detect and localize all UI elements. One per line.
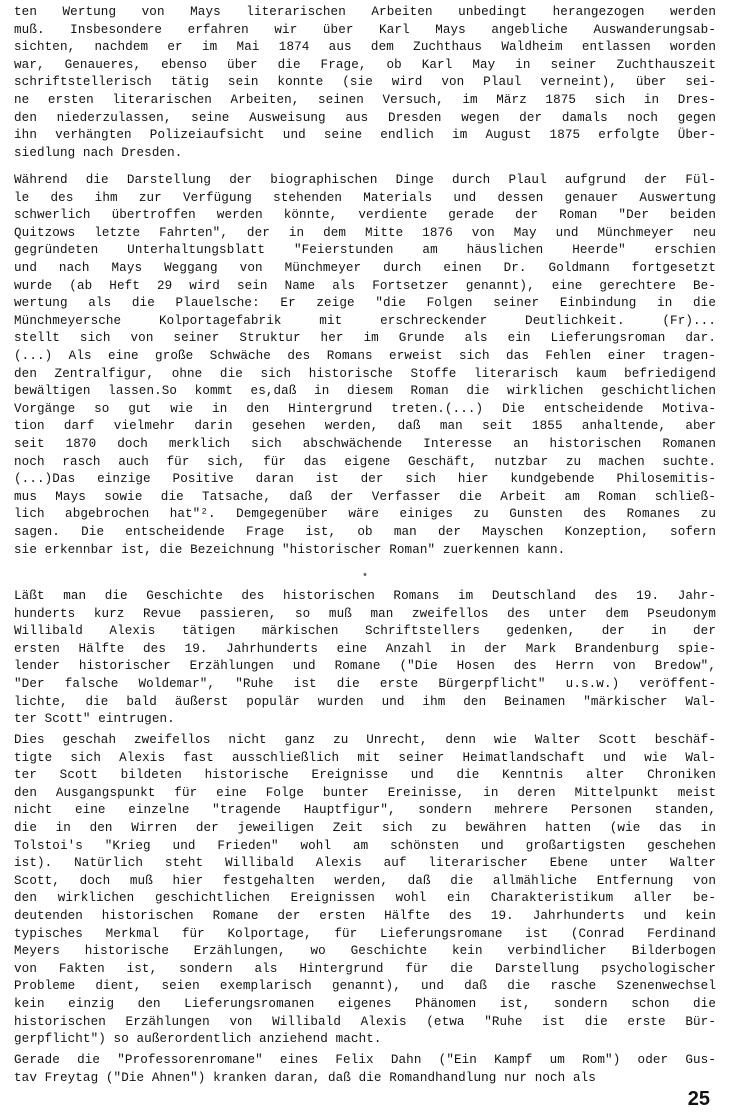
text-line: Probleme dient, seien exemplarisch genannt), und daß die rasche Szenenwechsel	[14, 979, 716, 994]
text-line: den wirklichen geschichtlichen Ereignissen wohl ein Charakteristikum aller be-	[14, 891, 716, 906]
text-line: typisches Merkmal für Kolportage, für Lieferungsromane ist (Conrad Ferdinand	[14, 926, 716, 941]
text-line: lender historischer Erzählungen und Romane ("Die Hosen des Herrn von Bredow",	[14, 659, 716, 674]
text-line: ihn verhängten Polizeiaufsicht und seine endlich im August 1875 erfolgte Über-	[14, 128, 716, 143]
text-line: stellt sich von seiner Struktur her im Grunde als ein Lieferungsroman dar.	[14, 331, 716, 346]
text-line: wertung als die Plauelsche: Er zeige "die Folgen seiner Einbindung in die	[14, 296, 716, 311]
text-line: nicht eine einzelne "tragende Hauptfigur", sondern mehrere Personen standen,	[14, 803, 716, 818]
text-line: sagen. Die entscheidende Frage ist, ob man der Mayschen Konzeption, sofern	[14, 525, 716, 539]
text-line: Dies geschah zweifellos nicht ganz zu Unrecht, denn wie Walter Scott beschäf-	[14, 733, 716, 747]
page-number: 25	[687, 1088, 710, 1110]
text-line: von Fakten ist, sondern als Hintergrund für die Darstellung psychologischer	[14, 961, 716, 976]
text-line: ersten Hälfte des 19. Jahrhunderts eine Anzahl in der Mark Brandenburg spie-	[14, 641, 716, 656]
text-line: tion darf vielmehr darin gesehen werden, daß man seit 1855 anhaltende, aber	[14, 419, 716, 434]
text-line: gerpflicht") so außerordentlich anziehend macht.	[14, 1032, 382, 1047]
text-line: ten Wertung von Mays literarischen Arbeiten unbedingt herangezogen werden	[14, 5, 716, 19]
text-line: ter Scott" eintrugen.	[14, 712, 175, 727]
text-line: deutenden historischen Romane der ersten Hälfte des 19. Jahrhunderts und kein	[14, 909, 716, 923]
text-line: und nach Mays Weggang von Münchmeyer durch einen Dr. Goldmann fortgesetzt	[14, 261, 716, 275]
text-line: ist). Natürlich steht Willibald Alexis auf literarischer Ebene unter Walter	[14, 856, 716, 871]
text-line: sichten, nachdem er im Mai 1874 aus dem Zuchthaus Waldheim entlassen worden	[14, 40, 716, 55]
text-line: tav Freytag ("Die Ahnen") kranken daran, daß die Romandhandlung nur noch als	[14, 1070, 596, 1085]
text-line: wurde (ab Heft 29 wird sein Name als Fortsetzer genannt), eine gerechtere Be-	[14, 278, 716, 293]
text-line: kein einzig den Lieferungsromanen eigenes Phänomen ist, sondern schon die	[14, 997, 716, 1011]
text-line: Läßt man die Geschichte des historischen Romans im Deutschland des 19. Jahr-	[14, 589, 716, 603]
text-line: "Der falsche Woldemar", "Ruhe ist die erste Bürgerpflicht" u.s.w.) veröffent-	[14, 677, 716, 691]
text-line: den Zentralfigur, ohne die sich historische Stoffe literarisch kaum befriedigend	[14, 366, 716, 381]
text-line: tigte sich Alexis fast ausschließlich mit seiner Heimatlandschaft und wie Wal-	[14, 750, 716, 765]
text-line: mus Mays sowie die Tatsache, daß der Verfasser die Arbeit am Roman schließ-	[14, 489, 716, 504]
text-line: Quitzows letzte Fahrten", der in dem Mitte 1876 von May und Münchmeyer neu	[14, 225, 716, 240]
text-line: sie erkennbar ist, die Bezeichnung "historischer Roman" zuerkennen kann.	[14, 542, 566, 557]
text-line: die in den Wirren der jeweiligen Zeit sich zu bewähren hatten (wie das in	[14, 821, 716, 835]
text-line: den niederzulassen, seine Ausweisung aus Dresden wegen der damals noch gegen	[14, 110, 716, 125]
text-line: seit 1870 doch merklich sich abschwächende Interesse an historischen Romanen	[14, 437, 716, 451]
text-line: Willibald Alexis tätigen märkischen Schriftstellers gedenken, der in der	[14, 624, 716, 639]
text-line: schwerlich übertroffen werden könnte, verdiente gerade der Roman "Der beiden	[14, 208, 716, 223]
text-line: lichte, die bald äußerst populär wurden und ihm den Beinamen "märkischer Wal-	[14, 694, 716, 709]
text-line: Scott, doch muß hier festgehalten werden, daß die allmähliche Entfernung von	[14, 873, 716, 888]
text-line: ne ersten literarischen Arbeiten, seinen Versuch, im März 1875 sich in Dres-	[14, 93, 716, 107]
text-line: ter Scott bildeten historische Ereignisse und die Kenntnis alter Chroniken	[14, 768, 716, 783]
text-line: den Ausgangspunkt für eine Folge bunter Ereinisse, in deren Mittelpunkt meist	[14, 785, 716, 800]
text-line: gegründeten Unterhaltungsblatt "Feierstunden am häuslichen Heerde" erschien	[14, 243, 716, 258]
text-line: (...)Das einzige Positive daran ist der sich hier kundgebende Philosemitis-	[14, 472, 716, 487]
text-line: bewältigen lassen.So kommt es,daß in diesem Roman die wirklichen geschichtlichen	[14, 384, 716, 399]
text-line: Vorgänge so gut wie in den Hintergrund treten.(...) Die entscheidende Motiva-	[14, 401, 716, 416]
text-line: war, Genaueres, ebenso über die Frage, ob Karl May in seiner Zuchthauszeit	[14, 57, 716, 72]
text-line: lich abgebrochen hat"². Demgegenüber wäre einiges zu Gunsten des Romanes zu	[14, 507, 716, 522]
text-line: Gerade die "Professorenromane" eines Felix Dahn ("Ein Kampf um Rom") oder Gus-	[14, 1053, 716, 1067]
text-line: le des ihm zur Verfügung stehenden Materials und dessen genauer Auswertung	[14, 190, 716, 205]
section-separator: *	[361, 573, 368, 584]
text-line: schriftstellerisch tätig sein konnte (sie wird von Plaul verneint), über sei-	[14, 75, 716, 90]
text-line: Tolstoi's "Krieg und Frieden" wohl am schönsten und großartigsten geschehen	[14, 838, 716, 853]
text-line: noch rasch auch für sich, für das eigene Geschäft, nutzbar zu machen suchte.	[14, 454, 716, 469]
text-line: Meyers historische Erzählungen, wo Geschichte kein verbindlicher Bilderbogen	[14, 944, 716, 959]
text-line: historischen Erzählungen von Willibald Alexis (etwa "Ruhe ist die erste Bür-	[14, 1014, 716, 1029]
text-line: muß. Insbesondere erfahren wir über Karl Mays angebliche Auswanderungsab-	[14, 22, 716, 37]
text-line: siedlung nach Dresden.	[14, 145, 183, 160]
text-line: Während die Darstellung der biographischen Dinge durch Plaul aufgrund der Fül-	[14, 173, 716, 187]
text-line: Münchmeyersche Kolportagefabrik mit erschreckender Deutlichkeit. (Fr)...	[14, 313, 716, 328]
text-line: (...) Als eine große Schwäche des Romans erweist sich das Fehlen einer tragen-	[14, 349, 716, 363]
text-line: hunderts kurz Revue passieren, so muß man zweifellos des unter dem Pseudonym	[14, 606, 716, 621]
